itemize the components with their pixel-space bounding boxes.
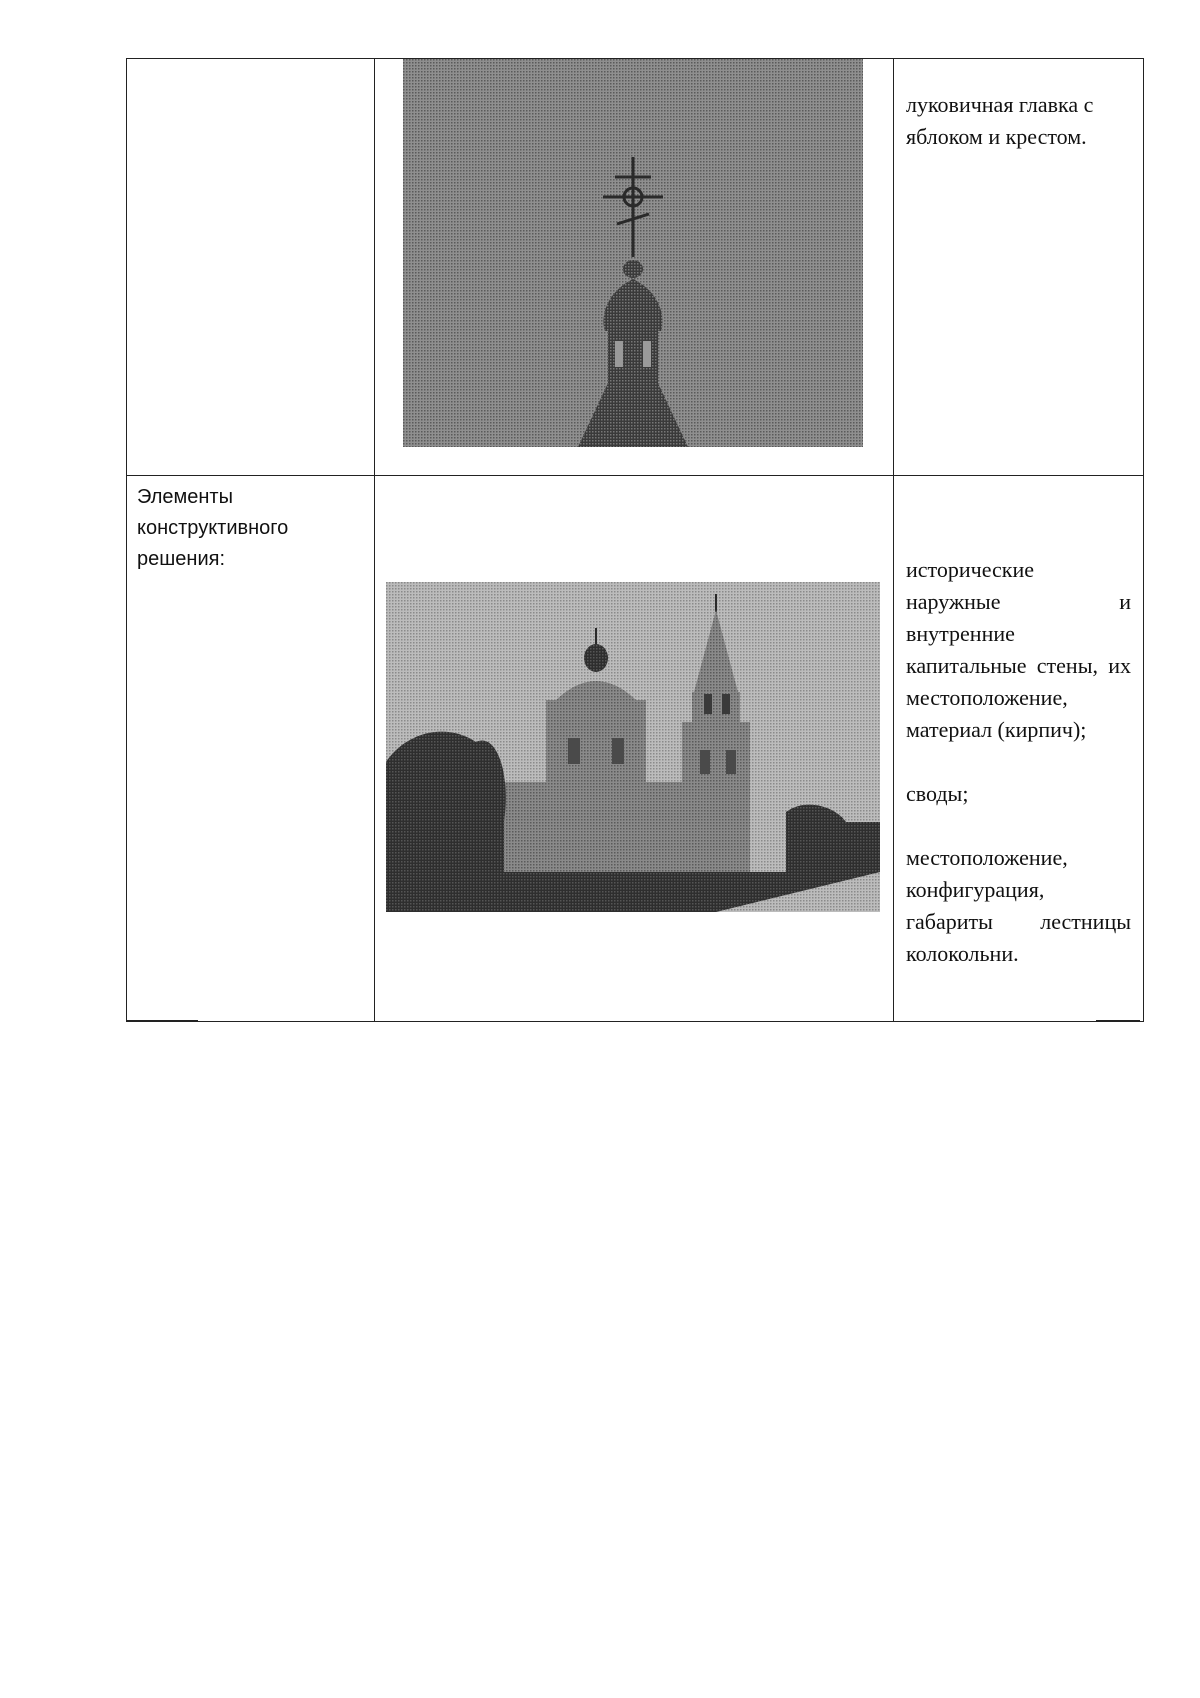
document-table xyxy=(126,58,1144,1022)
church-dome-cross-photo xyxy=(403,59,863,447)
table-row xyxy=(127,476,1144,1022)
description-text xyxy=(894,59,1143,153)
description-cell xyxy=(894,59,1144,476)
label-cell xyxy=(127,476,375,1022)
description-cell xyxy=(894,476,1144,1022)
photo-cell xyxy=(375,59,894,476)
description-paragraph: исторические наружные и внутренние капитальные стены, их местоположение, материал (кирпич); xyxy=(906,557,1131,742)
row-label xyxy=(127,59,374,65)
table-bottom-edge-mark xyxy=(126,1020,198,1022)
table-bottom-edge-mark xyxy=(1096,1020,1140,1022)
row-label: Элементы конструктивного решения: xyxy=(137,486,289,570)
church-with-bell-tower-photo xyxy=(386,582,880,912)
description-paragraph: луковичная главка с яблоком и крестом. xyxy=(906,92,1094,149)
table-row xyxy=(127,59,1144,476)
label-cell xyxy=(127,59,375,476)
description-paragraph: местоположение, конфигурация, габариты лестницы колокольни. xyxy=(906,845,1131,966)
photo-cell xyxy=(375,476,894,1022)
description-text xyxy=(894,476,1143,970)
description-paragraph: своды; xyxy=(906,781,969,806)
